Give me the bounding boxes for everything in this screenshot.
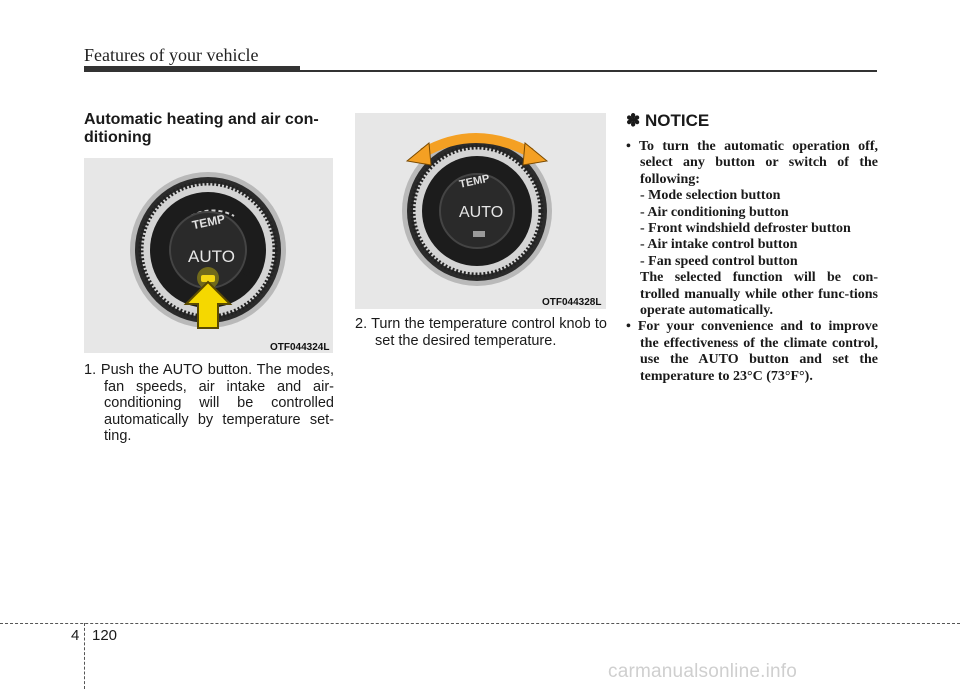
list-item: - Air conditioning button bbox=[640, 204, 789, 220]
page-number: 120 bbox=[92, 627, 118, 644]
section-heading-line-2: ditioning bbox=[84, 129, 152, 146]
figure-code: OTF044324L bbox=[270, 342, 330, 353]
list-item: - Air intake control button bbox=[640, 237, 798, 253]
list-item: - Front windshield defroster button bbox=[640, 221, 851, 237]
step-number: 1. bbox=[84, 362, 97, 378]
auto-knob-label: AUTO bbox=[459, 204, 504, 221]
notice-bullet-2-text: For your convenience and to improve the effectiveness of the climate control, use the AUTO button and set the temperature to 23°C (73°F°). bbox=[637, 319, 879, 384]
step-text: Turn the temperature control knob to set the desired temperature. bbox=[371, 316, 607, 349]
step-number: 2. bbox=[355, 316, 368, 332]
watermark: carmanualsonline.info bbox=[608, 661, 798, 682]
section-heading-line-1: Automatic heating and air con- bbox=[84, 111, 319, 128]
temperature-knob-illustration bbox=[355, 113, 606, 309]
list-item: - Fan speed control button bbox=[640, 253, 798, 269]
footer-rule bbox=[0, 623, 960, 624]
step-1 bbox=[84, 362, 334, 445]
notice-bullet-1: • To turn the automatic operation off, select any button or switch of the following: bbox=[626, 139, 878, 187]
notice-bullet-2: • For your convenience and to improve the effectiveness of the climate control, use the AUTO button and set the temperature to 23°C (73°F°). bbox=[626, 319, 879, 384]
notice-bullet-1-intro: To turn the automatic operation off, select any button or switch of the following: bbox=[638, 139, 878, 187]
temp-ring-label: TEMP bbox=[190, 211, 227, 233]
auto-knob-illustration bbox=[84, 158, 333, 353]
list-item: - Mode selection button bbox=[640, 188, 781, 204]
auto-knob-label: AUTO bbox=[188, 247, 235, 266]
step-2 bbox=[355, 316, 607, 349]
notice-title: ✽ NOTICE bbox=[626, 111, 710, 130]
temp-ring-label: TEMP bbox=[458, 172, 491, 191]
figure-code: OTF044328L bbox=[542, 297, 602, 308]
footer-divider bbox=[84, 623, 85, 689]
figure-temperature-knob bbox=[355, 113, 606, 309]
section-heading bbox=[84, 111, 336, 147]
chapter-number: 4 bbox=[71, 627, 80, 644]
running-header: Features of your vehicle bbox=[84, 45, 259, 65]
button-list bbox=[626, 188, 878, 319]
step-text: Push the AUTO button. The modes, fan speeds, air intake and air-conditioning will be controlled automatically by temperature set-ting. bbox=[100, 362, 334, 444]
notice-bullet-1-outro: The selected function will be con-trolled manually while other func-tions operate automatically. bbox=[640, 270, 878, 319]
figure-auto-button bbox=[84, 158, 333, 353]
header-rule bbox=[84, 70, 877, 72]
notice-body bbox=[626, 139, 878, 385]
